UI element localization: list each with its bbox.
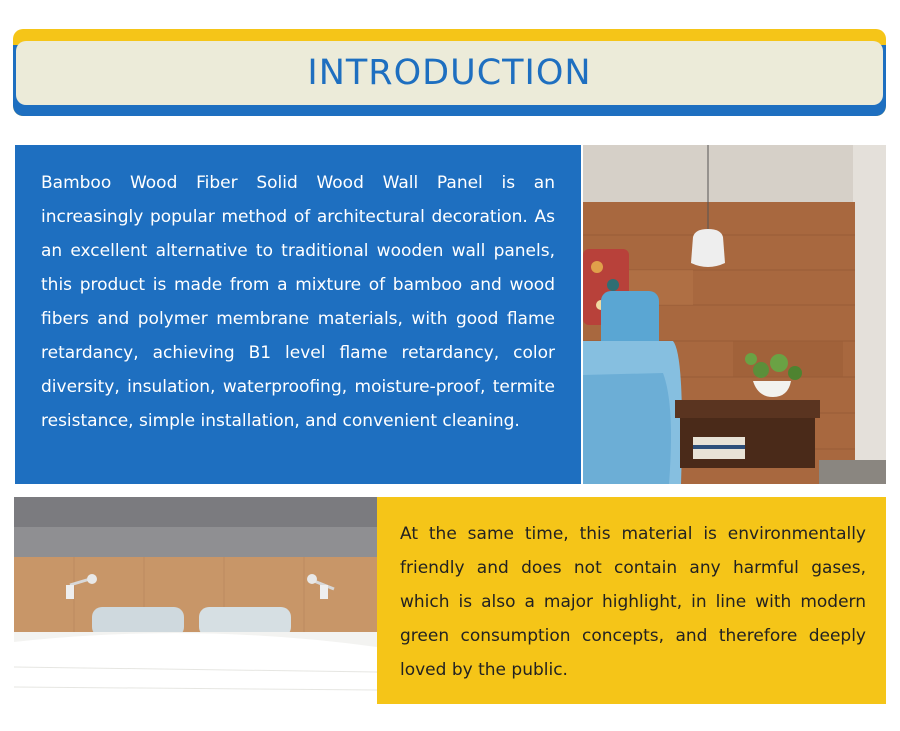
- intro-text-box: [15, 145, 581, 484]
- eco-paragraph: At the same time, this material is environmentally friendly and does not contain any harmful gases, which is also a major highlight, in line with modern green consumption concepts, and therefore deeply loved by the public.: [400, 524, 866, 680]
- bedroom-photo-illustration: [583, 145, 886, 484]
- intro-paragraph: Bamboo Wood Fiber Solid Wood Wall Panel is an increasingly popular method of architectural decoration. As an excellent alternative to traditional wooden wall panels, this product is made from a mixture of bamboo and wood fibers and polymer membrane materials, with good flame retardancy, achieving B1 level flame retardancy, color diversity, insulation, waterproofing, moisture-proof, termite resistance, simple installation, and convenient cleaning.: [41, 173, 555, 431]
- header-banner-inner: [16, 41, 883, 105]
- bed-photo-illustration: [14, 497, 377, 704]
- eco-text-box: [377, 497, 886, 704]
- bedroom-wood-headboard-photo: [14, 497, 377, 704]
- bedroom-wood-wall-panel-photo: [583, 145, 886, 484]
- header-banner: [13, 29, 886, 116]
- page-title: INTRODUCTION: [307, 53, 592, 93]
